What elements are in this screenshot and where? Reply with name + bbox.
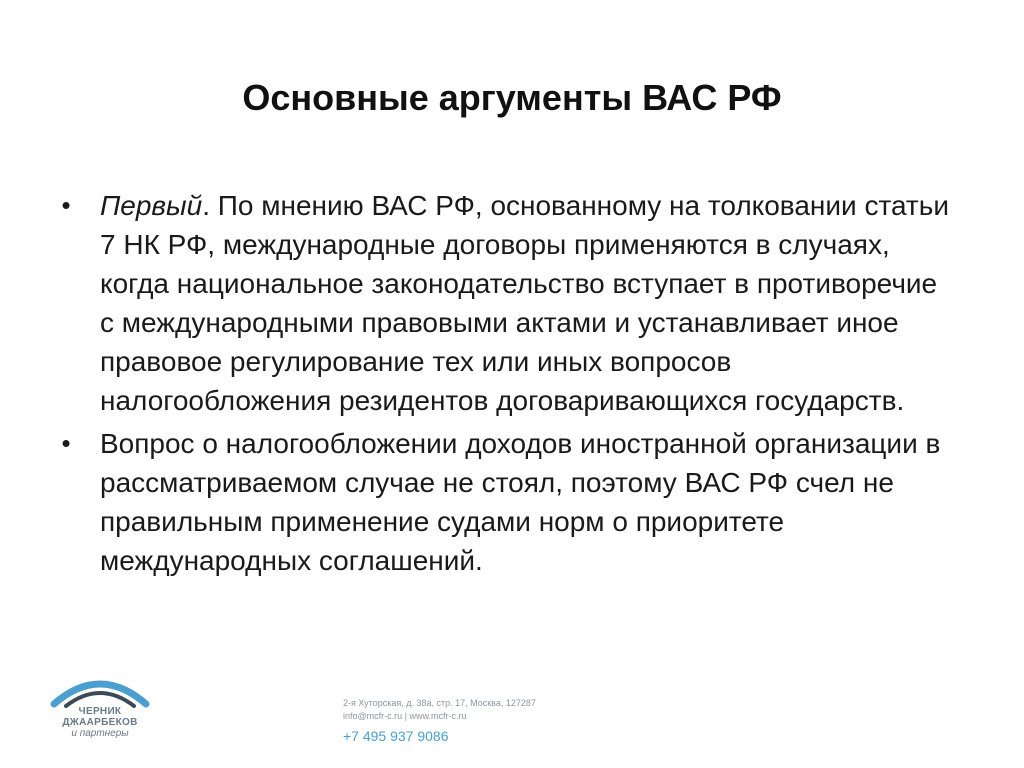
logo-name-line2: ДЖААРБЕКОВ <box>62 717 138 728</box>
bullet-item-second <box>56 424 956 580</box>
bullet-text: . По мнению ВАС РФ, основанному на толковании статьи 7 НК РФ, международные договоры применяются в случаях, когда национальное законодательство вступает в противоречие с международными правовыми актами и устанавливает иное правовое регулирование тех или иных вопросов налогообложения резидентов договаривающихся государств. <box>100 190 949 416</box>
bullet-marker: • <box>61 190 71 220</box>
company-logo <box>48 670 152 746</box>
logo-name-line3: и партнеры <box>71 728 129 739</box>
bullet-item-first <box>56 186 956 420</box>
footer-address <box>343 697 536 723</box>
slide-title: Основные аргументы ВАС РФ <box>242 77 782 118</box>
bullet-lead-italic: Первый <box>100 190 203 221</box>
footer-phone: +7 495 937 9086 <box>343 728 449 744</box>
bullet-list <box>56 186 956 584</box>
address-line: 2-я Хуторская, д. 38а, стр. 17, Москва, 127287 <box>343 698 536 708</box>
logo-name-line1: ЧЕРНИК <box>78 706 122 717</box>
bullet-text: Вопрос о налогообложении доходов иностранной организации в рассматриваемом случае не стоял, поэтому ВАС РФ счел не правильным применение судами норм о приоритете международных соглашений. <box>100 428 941 576</box>
contact-links: info@mcfr-c.ru | www.mcfr-c.ru <box>343 711 467 721</box>
bridge-arc-icon <box>48 670 152 710</box>
bullet-marker: • <box>61 428 71 458</box>
